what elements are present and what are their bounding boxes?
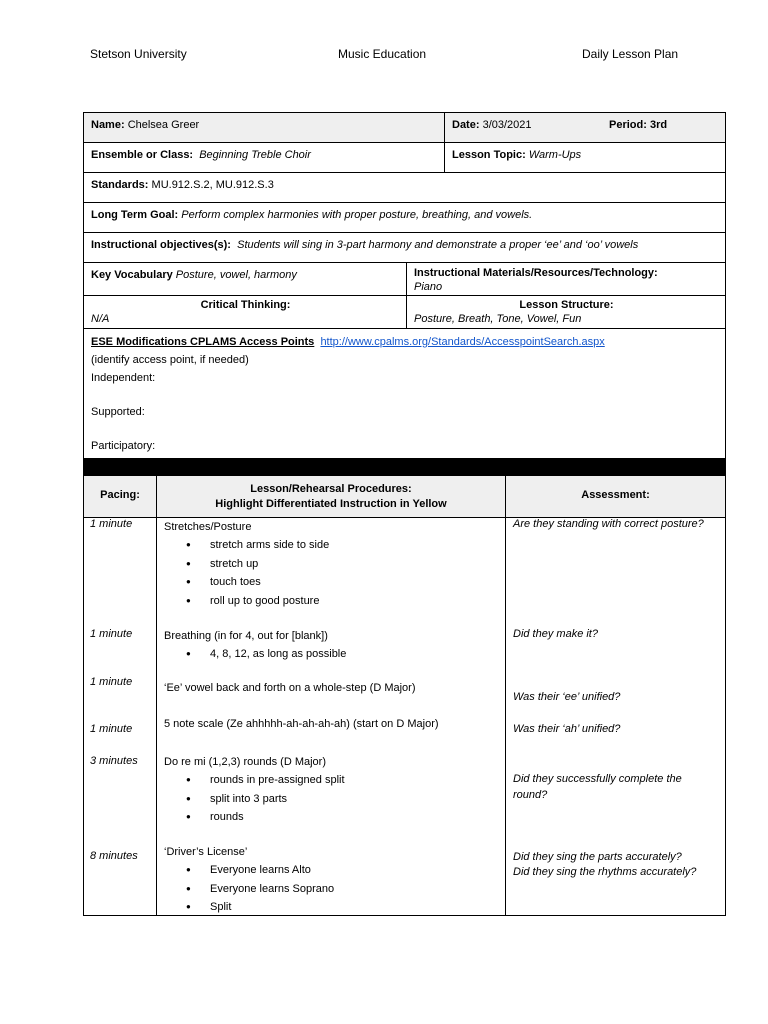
ese-cell — [83, 328, 726, 459]
materials-value: Piano — [414, 281, 443, 293]
ensemble-label: Ensemble or Class: — [91, 149, 194, 161]
name-value: Chelsea Greer — [127, 119, 200, 131]
separator-bar — [83, 458, 726, 476]
materials-label: Instructional Materials/Resources/Technology: — [414, 267, 658, 279]
list-item: ● split into 3 parts — [186, 790, 500, 809]
pacing-row-4: 1 minute — [90, 723, 133, 735]
procedure-title: ‘Ee’ vowel back and forth on a whole-step (D Major) — [164, 682, 416, 694]
assessment-row-1: Are they standing with correct posture? — [513, 518, 704, 530]
structure-label: Lesson Structure: — [519, 299, 614, 311]
vocab-cell — [83, 262, 407, 296]
topic-value: Warm-Ups — [528, 149, 582, 161]
assessment-row-4: Was their ‘ah’ unified? — [513, 723, 621, 735]
critical-cell — [83, 295, 407, 329]
university-name: Stetson University — [90, 47, 187, 61]
list-item: ● 4, 8, 12, as long as possible — [186, 645, 500, 664]
standards-cell — [83, 172, 726, 203]
procedure-row-2 — [164, 627, 500, 664]
structure-cell — [406, 295, 726, 329]
ese-title: ESE Modifications CPLAMS Access Points — [91, 336, 315, 348]
list-item: ● Split — [186, 898, 500, 917]
date-value: 3/03/2021 — [482, 119, 532, 131]
procedure-title: 5 note scale (Ze ahhhhh-ah-ah-ah-ah) (start on D Major) — [164, 718, 439, 730]
pacing-row-5: 3 minutes — [90, 755, 138, 767]
pacing-row-2: 1 minute — [90, 628, 133, 640]
objectives-label: Instructional objectives(s): — [91, 239, 231, 251]
procedure-title: ‘Driver’s License’ — [164, 846, 248, 858]
procedures-header-line2: Highlight Differentiated Instruction in Yellow — [215, 498, 447, 510]
assessment-row-5: Did they successfully complete the round? — [513, 773, 682, 801]
procedure-row-5 — [164, 753, 500, 827]
pacing-row-6: 8 minutes — [90, 850, 138, 862]
assessment-row-3: Was their ‘ee’ unified? — [513, 691, 621, 703]
procedure-title: Breathing (in for 4, out for [blank]) — [164, 630, 328, 642]
list-item: ● stretch up — [186, 555, 500, 574]
procedure-row-4 — [164, 718, 500, 730]
critical-label: Critical Thinking: — [200, 299, 291, 311]
period-value: 3rd — [649, 119, 668, 131]
procedure-row-1 — [164, 518, 500, 610]
materials-cell — [406, 262, 726, 296]
ese-participatory: Participatory: — [91, 440, 156, 452]
ese-note: (identify access point, if needed) — [91, 354, 249, 366]
ensemble-value: Beginning Treble Choir — [199, 149, 311, 161]
cpalms-link[interactable]: http://www.cpalms.org/Standards/AccesspointSearch.aspx — [320, 336, 605, 348]
standards-label: Standards: — [91, 179, 149, 191]
assessment-header: Assessment: — [581, 489, 650, 501]
document-type: Daily Lesson Plan — [582, 47, 679, 61]
assessment-header-cell — [505, 475, 726, 518]
procedure-title: Do re mi (1,2,3) rounds (D Major) — [164, 756, 326, 768]
goal-cell — [83, 202, 726, 233]
objectives-cell — [83, 232, 726, 263]
topic-cell — [444, 142, 726, 173]
pacing-header-cell — [83, 475, 157, 518]
list-item: ● roll up to good posture — [186, 592, 500, 611]
goal-value: Perform complex harmonies with proper posture, breathing, and vowels. — [181, 209, 533, 221]
procedure-row-6 — [164, 843, 500, 917]
list-item: ● rounds — [186, 808, 500, 827]
list-item: ● rounds in pre-assigned split — [186, 771, 500, 790]
pacing-row-3: 1 minute — [90, 676, 133, 688]
ese-supported: Supported: — [91, 406, 145, 418]
procedures-header-cell — [156, 475, 506, 518]
ese-independent: Independent: — [91, 372, 156, 384]
list-item: ● stretch arms side to side — [186, 536, 500, 555]
procedure-title: Stretches/Posture — [164, 521, 252, 533]
goal-label: Long Term Goal: — [91, 209, 179, 221]
structure-value: Posture, Breath, Tone, Vowel, Fun — [414, 313, 582, 325]
date-cell — [444, 112, 726, 143]
standards-value: MU.912.S.2, MU.912.S.3 — [151, 179, 274, 191]
list-item: ● touch toes — [186, 573, 500, 592]
name-cell — [83, 112, 445, 143]
list-item: ● Everyone learns Alto — [186, 861, 500, 880]
objectives-value: Students will sing in 3-part harmony and demonstrate a proper ‘ee’ and ‘oo’ vowels — [237, 239, 639, 251]
ensemble-cell — [83, 142, 445, 173]
pacing-row-1: 1 minute — [90, 518, 133, 530]
vocab-value: Posture, vowel, harmony — [175, 269, 297, 281]
date-label: Date: — [452, 119, 480, 131]
name-label: Name: — [91, 119, 125, 131]
vocab-label: Key Vocabulary — [91, 269, 173, 281]
topic-label: Lesson Topic: — [452, 149, 526, 161]
list-item: ● Everyone learns Soprano — [186, 880, 500, 899]
department-name: Music Education — [338, 47, 427, 61]
pacing-header: Pacing: — [100, 489, 140, 501]
critical-value: N/A — [91, 313, 110, 325]
assessment-row-2: Did they make it? — [513, 628, 598, 640]
procedures-header-line1: Lesson/Rehearsal Procedures: — [250, 483, 412, 495]
period-label: Period: — [609, 119, 647, 131]
assessment-row-6: Did they sing the parts accurately? Did they sing the rhythms accurately? — [513, 851, 697, 878]
procedure-row-3 — [164, 682, 500, 694]
